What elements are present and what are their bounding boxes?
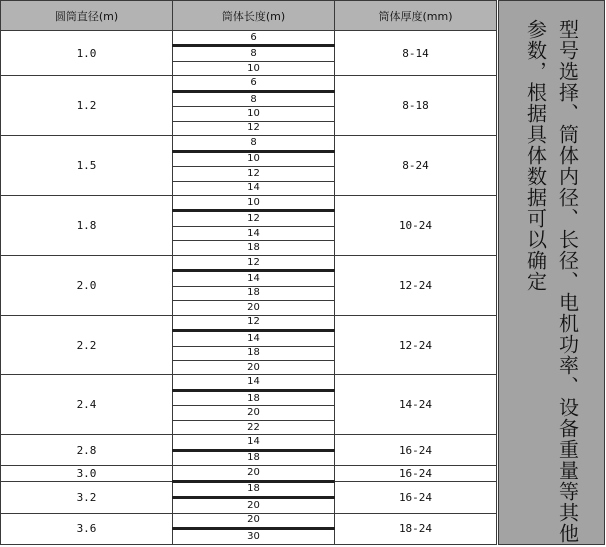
length-cell: 20 — [173, 498, 335, 513]
length-cell: 18 — [173, 390, 335, 405]
length-cell: 6 — [173, 31, 335, 46]
length-cell: 30 — [173, 529, 335, 545]
side-note-line-1: 型号选择、筒体内径、长径、电机功率、设备重量等其他 — [555, 19, 580, 544]
length-cell: 20 — [173, 466, 335, 481]
length-cell: 18 — [173, 286, 335, 300]
diameter-cell: 1.8 — [1, 196, 173, 256]
table-row — [1, 315, 497, 330]
length-cell: 20 — [173, 513, 335, 528]
side-note-panel — [498, 0, 605, 545]
table-row — [1, 76, 497, 91]
length-cell: 12 — [173, 255, 335, 270]
diameter-cell: 2.2 — [1, 315, 173, 375]
length-cell: 18 — [173, 481, 335, 498]
side-note-line-2: 参数，根据具体数据可以确定 — [523, 19, 548, 292]
thickness-cell: 8-24 — [335, 136, 497, 196]
diameter-cell: 2.4 — [1, 375, 173, 435]
length-cell: 12 — [173, 211, 335, 226]
length-cell: 14 — [173, 226, 335, 240]
length-cell: 22 — [173, 420, 335, 434]
diameter-cell: 1.2 — [1, 76, 173, 136]
length-cell: 18 — [173, 241, 335, 255]
length-cell: 14 — [173, 435, 335, 450]
header-diameter: 圆筒直径(m) — [1, 1, 173, 31]
diameter-cell: 3.0 — [1, 466, 173, 481]
table-row — [1, 481, 497, 498]
length-cell: 12 — [173, 315, 335, 330]
length-cell: 20 — [173, 361, 335, 375]
thickness-cell: 16-24 — [335, 481, 497, 513]
thickness-cell: 8-18 — [335, 76, 497, 136]
thickness-cell: 12-24 — [335, 315, 497, 375]
diameter-cell: 3.2 — [1, 481, 173, 513]
length-cell: 10 — [173, 61, 335, 75]
length-cell: 18 — [173, 346, 335, 360]
table-row — [1, 255, 497, 270]
length-cell: 12 — [173, 121, 335, 135]
length-cell: 10 — [173, 107, 335, 121]
diameter-cell: 2.0 — [1, 255, 173, 315]
thickness-cell: 8-14 — [335, 31, 497, 76]
length-cell: 20 — [173, 406, 335, 420]
table-body — [1, 31, 497, 545]
table-row — [1, 196, 497, 211]
thickness-cell: 16-24 — [335, 466, 497, 481]
header-thickness: 筒体厚度(mm) — [335, 1, 497, 31]
diameter-cell: 3.6 — [1, 513, 173, 544]
table-row — [1, 466, 497, 481]
thickness-cell: 12-24 — [335, 255, 497, 315]
length-cell: 14 — [173, 331, 335, 346]
length-cell: 8 — [173, 46, 335, 61]
length-cell: 10 — [173, 196, 335, 211]
length-cell: 8 — [173, 91, 335, 106]
thickness-cell: 14-24 — [335, 375, 497, 435]
length-cell: 14 — [173, 181, 335, 195]
length-cell: 18 — [173, 450, 335, 465]
table-row — [1, 136, 497, 151]
length-cell: 14 — [173, 271, 335, 286]
length-cell: 12 — [173, 167, 335, 181]
table-row — [1, 375, 497, 390]
length-cell: 14 — [173, 375, 335, 390]
thickness-cell: 18-24 — [335, 513, 497, 544]
diameter-cell: 1.0 — [1, 31, 173, 76]
table-row — [1, 31, 497, 46]
length-cell: 8 — [173, 136, 335, 151]
length-cell: 20 — [173, 301, 335, 315]
thickness-cell: 16-24 — [335, 435, 497, 466]
diameter-cell: 1.5 — [1, 136, 173, 196]
header-length: 筒体长度(m) — [173, 1, 335, 31]
thickness-cell: 10-24 — [335, 196, 497, 256]
length-cell: 10 — [173, 151, 335, 166]
length-cell: 6 — [173, 76, 335, 91]
table-row — [1, 435, 497, 450]
diameter-cell: 2.8 — [1, 435, 173, 466]
table-row — [1, 513, 497, 528]
header-row — [1, 1, 497, 31]
